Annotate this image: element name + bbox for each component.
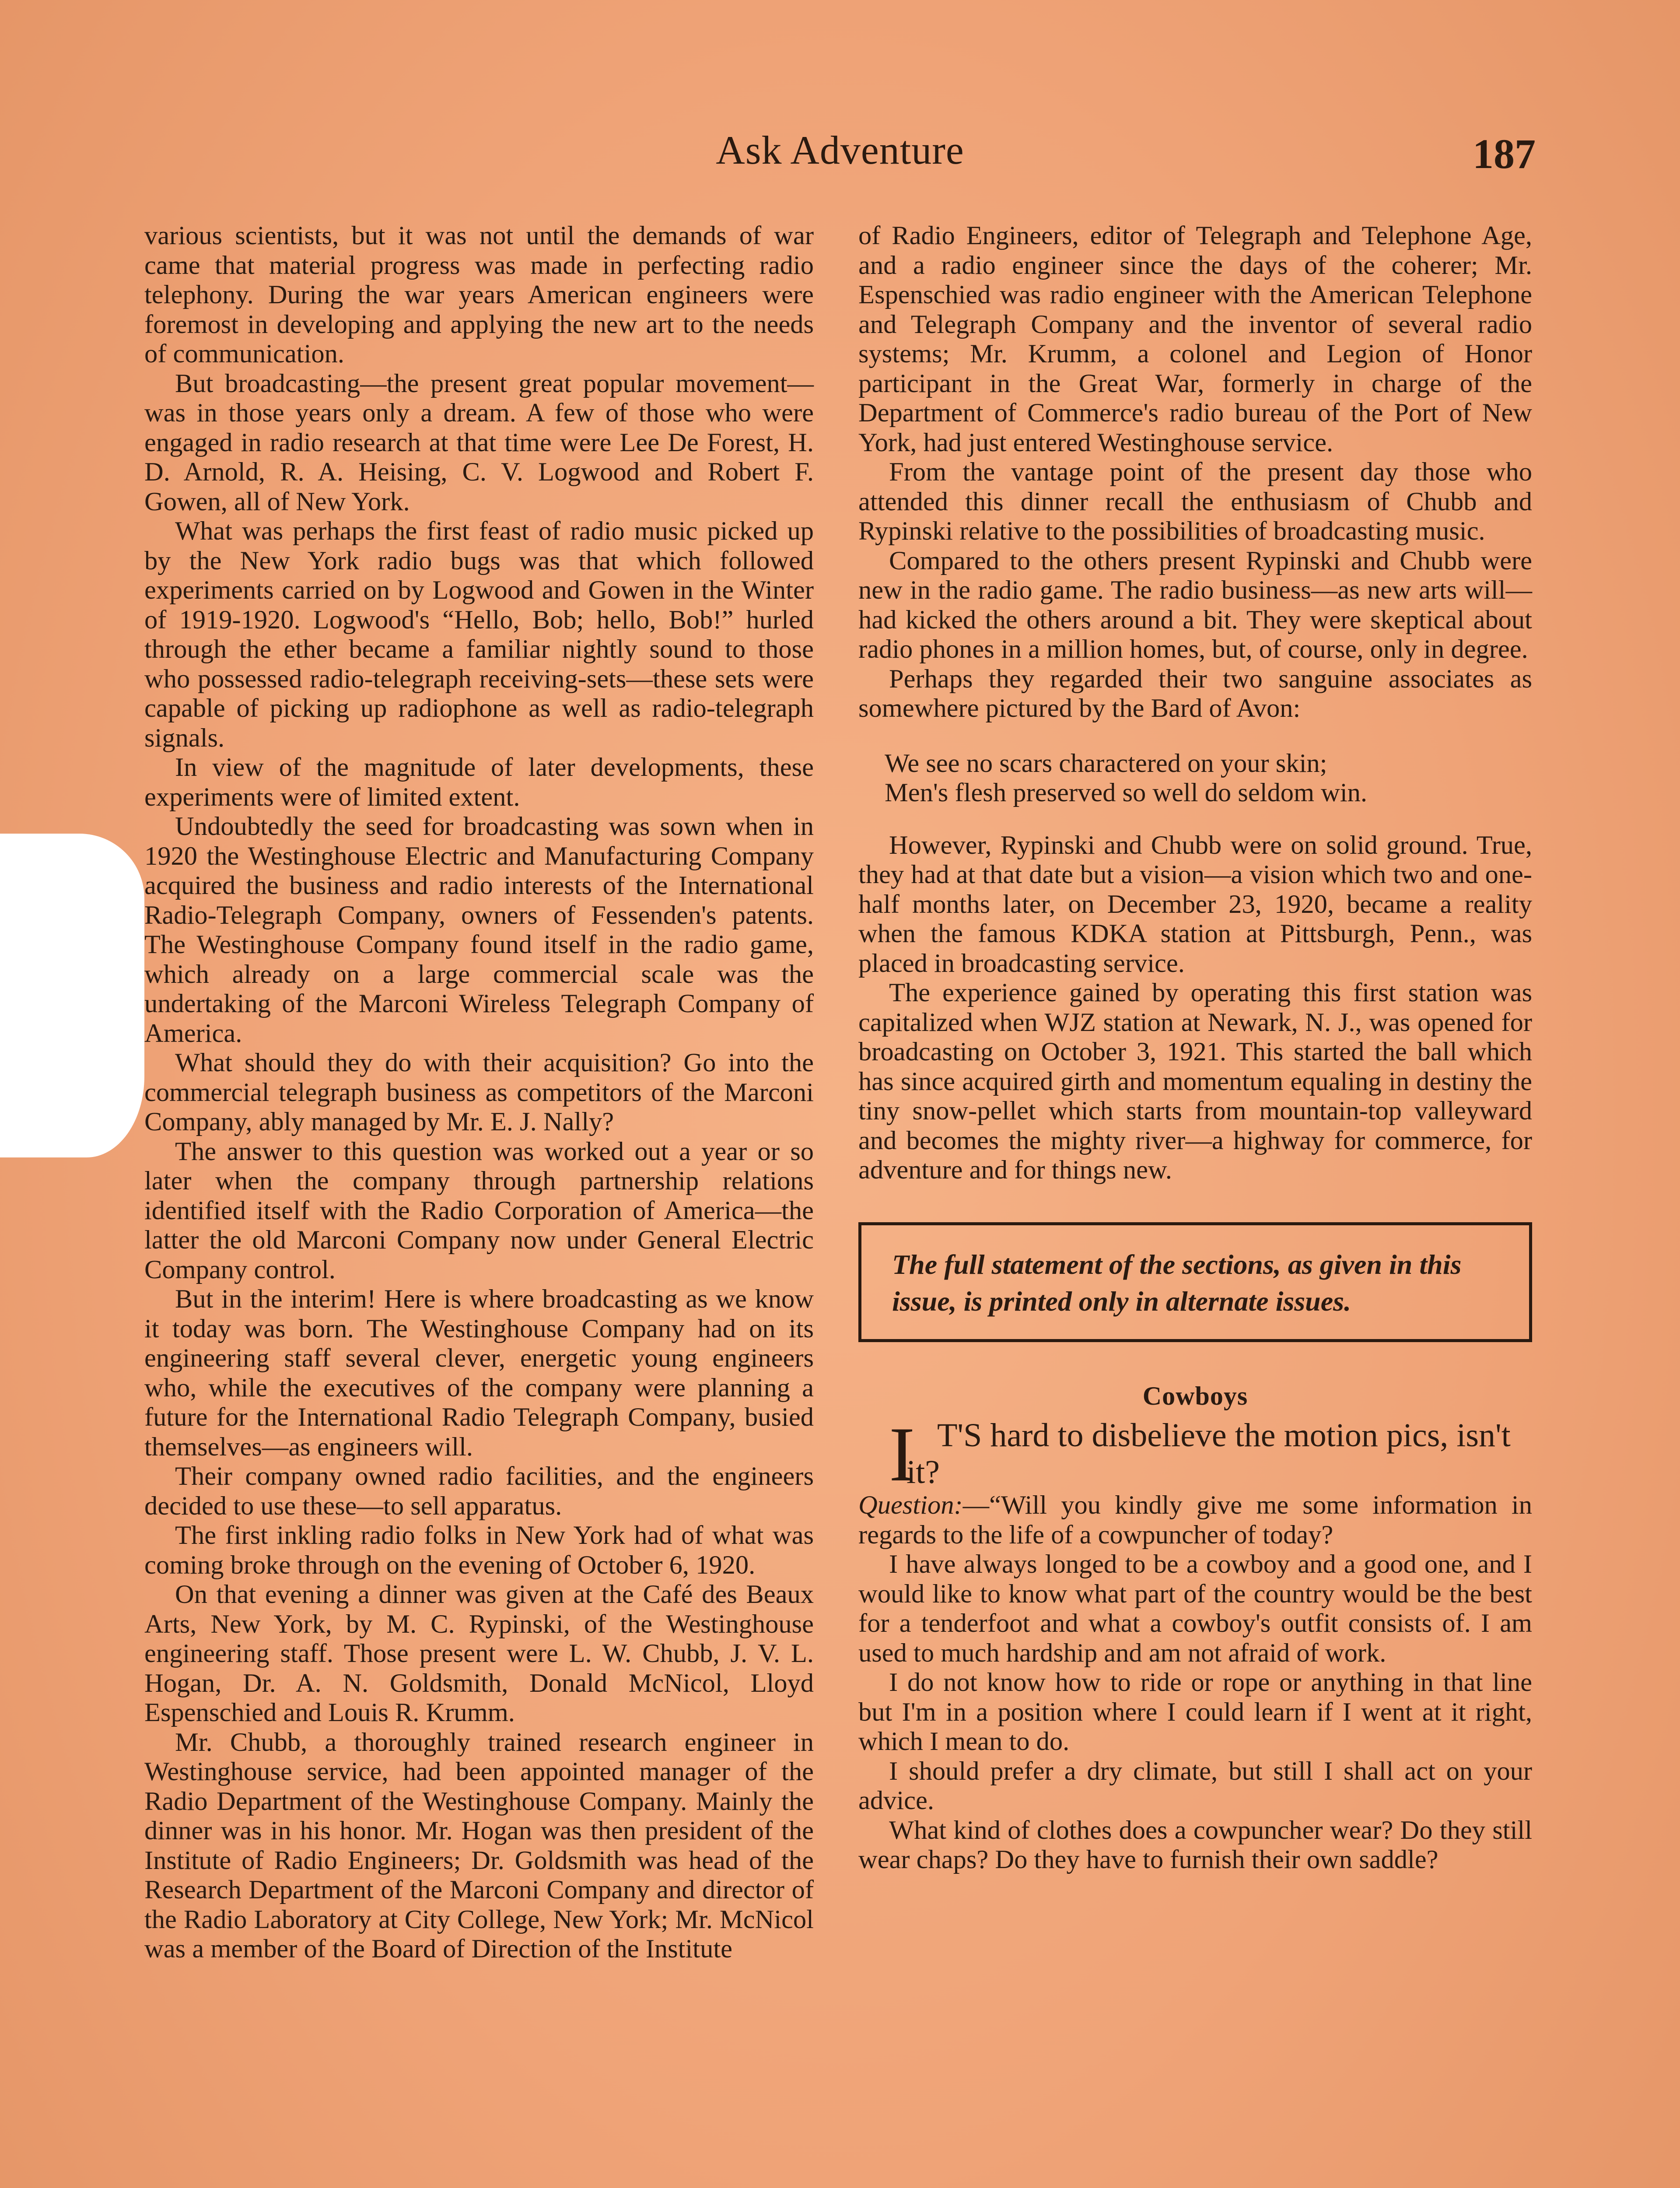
notice-text: The full statement of the sections, as given in this issue, is printed only in alternate issues.: [892, 1248, 1462, 1317]
question-paragraph: Question:—“Will you kindly give me some information in regards to the life of a cowpuncher of today?: [858, 1490, 1532, 1550]
running-title: Ask Adventure: [716, 128, 964, 172]
page-number: 187: [1473, 130, 1536, 177]
question-label: Question:: [858, 1490, 963, 1520]
page-header: [144, 127, 1536, 188]
section-heading: Cowboys: [1142, 1381, 1248, 1410]
poem-quote: [885, 749, 1532, 808]
drop-cap: I: [889, 1411, 915, 1497]
paragraph: The answer to this question was worked out a year or so later when the company through partnership relations identified itself with the Radio Corporation of America—the latter the old Marconi Company now under General Electric Company control.: [144, 1136, 814, 1284]
right-column-text-continued: [858, 831, 1532, 1185]
left-column: [144, 221, 814, 1964]
paragraph: Perhaps they regarded their two sanguine associates as somewhere pictured by the Bard of Avon:: [858, 664, 1532, 723]
question-paragraph: I should prefer a dry climate, but still I shall act on your advice.: [858, 1756, 1532, 1815]
paragraph: The first inkling radio folks in New York had of what was coming broke through on the evening of October 6, 1920.: [144, 1521, 814, 1580]
right-column: [858, 221, 1532, 1875]
paragraph: What was perhaps the first feast of radio music picked up by the New York radio bugs was that which followed experiments carried on by Logwood and Gowen in the Winter of 1919-1920. Logwood's “Hello, Bob; hello, Bob!” hurled through the ether became a familiar nightly sound to those who possessed radio-telegraph receiving-sets—these sets were capable of picking up radiophone as well as radio-telegraph signals.: [144, 516, 814, 753]
paragraph: But broadcasting—the present great popular movement—was in those years only a dream. A few of those who were engaged in radio research at that time were Lee De Forest, H. D. Arnold, R. A. Heising, C. V. Logwood and Robert F. Gowen, all of New York.: [144, 368, 814, 516]
question-paragraph: I do not know how to ride or rope or anything in that line but I'm in a position where I could learn if I went at it right, which I mean to do.: [858, 1668, 1532, 1756]
paragraph: various scientists, but it was not until the demands of war came that material progress was made in perfecting radio telephony. During the war years American engineers were foremost in developing and applying the new art to the needs of communication.: [144, 221, 814, 368]
intro-text: T'S hard to disbelieve the motion pics, isn't it?: [906, 1417, 1511, 1490]
torn-page-edge: [0, 834, 144, 1157]
right-column-text: [858, 221, 1532, 723]
paragraph: Their company owned radio facilities, and the engineers decided to use these—to sell apparatus.: [144, 1462, 814, 1521]
poem-line: We see no scars charactered on your skin;: [885, 748, 1327, 778]
paragraph: The experience gained by operating this first station was capitalized when WJZ station at Newark, N. J., was opened for broadcasting on October 3, 1921. This started the ball which has since acquired girth and momentum equaling in destiny the tiny snow-pellet which starts from mountain-top valleyward and becomes the mighty river—a highway for commerce, for adventure and for things new.: [858, 978, 1532, 1185]
question-paragraph: What kind of clothes does a cowpuncher wear? Do they still wear chaps? Do they have to furnish their own saddle?: [858, 1815, 1532, 1874]
paragraph: What should they do with their acquisition? Go into the commercial telegraph business as competitors of the Marconi Company, ably managed by Mr. E. J. Nally?: [144, 1048, 814, 1136]
paragraph: On that evening a dinner was given at the Café des Beaux Arts, New York, by M. C. Rypinski, of the Westinghouse engineering staff. Those present were L. W. Chubb, J. V. L. Hogan, Dr. A. N. Goldsmith, Donald McNicol, Lloyd Espenschied and Louis R. Krumm.: [144, 1580, 814, 1727]
paragraph: However, Rypinski and Chubb were on solid ground. True, they had at that date but a vision—a vision which two and one-half months later, on December 23, 1920, became a reality when the famous KDKA station at Pittsburgh, Penn., was placed in broadcasting service.: [858, 830, 1532, 978]
question-block: [858, 1490, 1532, 1875]
paragraph: From the vantage point of the present day those who attended this dinner recall the enthusiasm of Chubb and Rypinski relative to the possibilities of broadcasting music.: [858, 457, 1532, 546]
paragraph: But in the interim! Here is where broadcasting as we know it today was born. The Westinghouse Company had on its engineering staff several clever, energetic young engineers who, while the executives of the company were planning a future for the International Radio Telegraph Company, busied themselves—as engineers will.: [144, 1284, 814, 1462]
paragraph: Mr. Chubb, a thoroughly trained research engineer in Westinghouse service, had been appointed manager of the Radio Department of the Westinghouse Company. Mainly the dinner was in his honor. Mr. Hogan was then president of the Institute of Radio Engineers; Dr. Goldsmith was head of the Research Department of the Marconi Company and director of the Radio Laboratory at City College, New York; Mr. McNicol was a member of the Board of Direction of the Institute: [144, 1727, 814, 1964]
paragraph: Undoubtedly the seed for broadcasting was sown when in 1920 the Westinghouse Electric and Manufacturing Company acquired the business and radio interests of the International Radio-Telegraph Company, owners of Fessenden's patents. The Westinghouse Company found itself in the radio game, which already on a large commercial scale was the undertaking of the Marconi Wireless Telegraph Company of America.: [144, 812, 814, 1048]
notice-box: [858, 1222, 1532, 1342]
paragraph: In view of the magnitude of later developments, these experiments were of limited extent.: [144, 753, 814, 812]
question-paragraph: I have always longed to be a cowboy and a good one, and I would like to know what part of the country would be the best for a tenderfoot and what a cowboy's outfit consists of. I am used to much hardship and am not afraid of work.: [858, 1550, 1532, 1668]
paragraph: of Radio Engineers, editor of Telegraph and Telephone Age, and a radio engineer since the days of the coherer; Mr. Espenschied was radio engineer with the American Telephone and Telegraph Company and the inventor of several radio systems; Mr. Krumm, a colonel and Legion of Honor participant in the Great War, formerly in charge of the Department of Commerce's radio bureau of the Port of New York, had just entered Westinghouse service.: [858, 221, 1532, 457]
poem-line: Men's flesh preserved so well do seldom win.: [885, 778, 1368, 807]
section-intro: [858, 1411, 1532, 1497]
paragraph: Compared to the others present Rypinski and Chubb were new in the radio game. The radio business—as new arts will—had kicked the others around a bit. They were skeptical about radio phones in a million homes, but, of course, only in degree.: [858, 546, 1532, 664]
